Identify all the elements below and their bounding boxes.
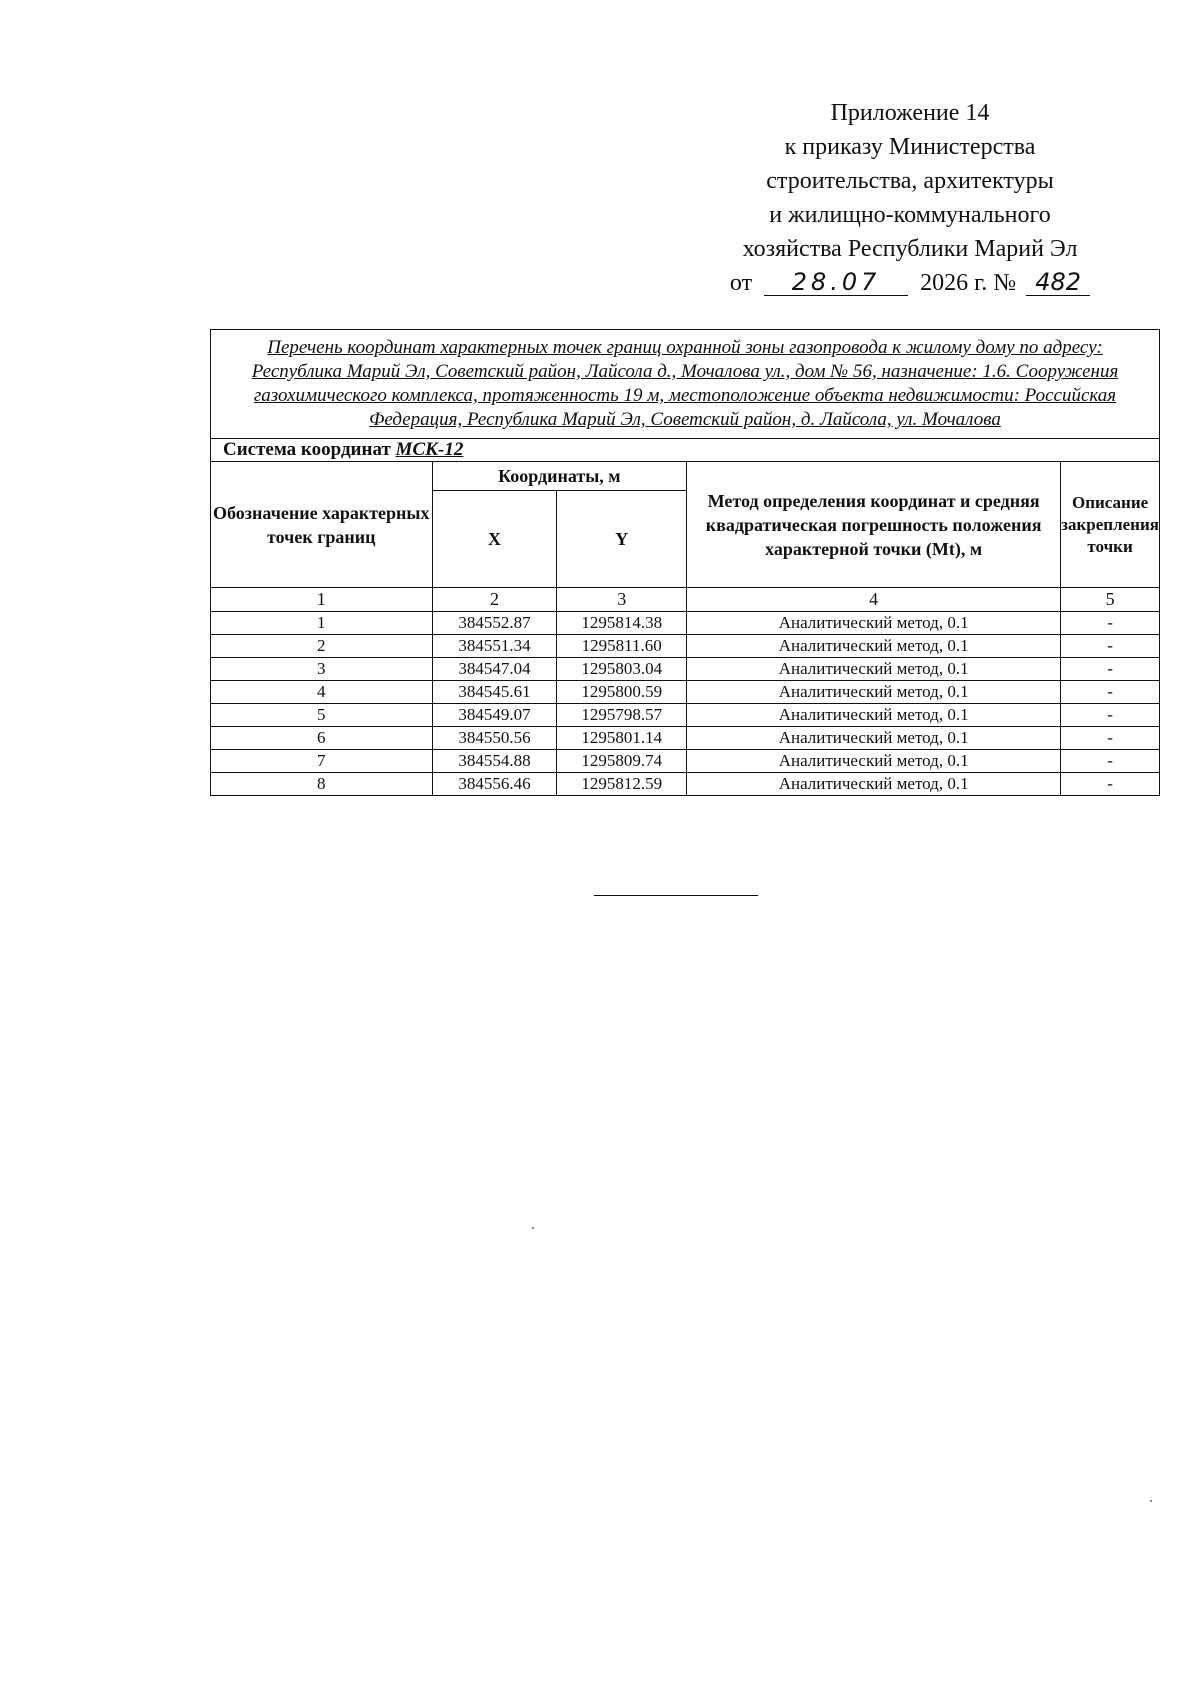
- date-prefix: от: [729, 270, 753, 296]
- table-row: [211, 612, 1160, 635]
- handwritten-date: 28.07: [764, 269, 908, 296]
- cell-x: 384550.56: [432, 727, 557, 750]
- cell-description: -: [1061, 750, 1160, 773]
- cell-point: 4: [211, 681, 433, 704]
- cell-point: 8: [211, 773, 433, 796]
- table-row: [211, 727, 1160, 750]
- cell-x: 384554.88: [432, 750, 557, 773]
- header-row-1: [211, 462, 1160, 491]
- cell-point: 5: [211, 704, 433, 727]
- header-coordinates: Координаты, м: [432, 462, 687, 491]
- table-row: [211, 704, 1160, 727]
- header-x: X: [432, 491, 557, 588]
- header-description: Описание закрепления точки: [1061, 462, 1160, 588]
- cell-description: -: [1061, 635, 1160, 658]
- cell-description: -: [1061, 658, 1160, 681]
- cell-y: 1295812.59: [557, 773, 687, 796]
- header-point: Обозначение характерных точек границ: [211, 462, 433, 588]
- appendix-header: [700, 96, 1120, 300]
- cell-method: Аналитический метод, 0.1: [687, 658, 1061, 681]
- cell-point: 7: [211, 750, 433, 773]
- column-number-row: [211, 588, 1160, 612]
- table-row: [211, 773, 1160, 796]
- scan-speck: [1150, 1500, 1152, 1502]
- cell-method: Аналитический метод, 0.1: [687, 750, 1061, 773]
- appendix-title: Приложение 14: [830, 100, 990, 126]
- table-title-row: [211, 330, 1160, 439]
- cell-point: 6: [211, 727, 433, 750]
- appendix-order-line: к приказу Министерства: [784, 134, 1036, 160]
- coordinates-table: [210, 329, 1160, 796]
- cell-point: 1: [211, 612, 433, 635]
- cell-method: Аналитический метод, 0.1: [687, 704, 1061, 727]
- column-number: 4: [687, 588, 1061, 612]
- appendix-ministry-line-3: хозяйства Республики Марий Эл: [742, 236, 1078, 262]
- cell-y: 1295814.38: [557, 612, 687, 635]
- cell-x: 384547.04: [432, 658, 557, 681]
- coordinate-system: [211, 439, 1160, 462]
- table-row: [211, 658, 1160, 681]
- column-number: 1: [211, 588, 433, 612]
- cell-point: 2: [211, 635, 433, 658]
- cell-method: Аналитический метод, 0.1: [687, 681, 1061, 704]
- cell-point: 3: [211, 658, 433, 681]
- cell-method: Аналитический метод, 0.1: [687, 612, 1061, 635]
- header-method: Метод определения координат и средняя квадратическая погрешность положения характерной точки (Mt), м: [687, 462, 1061, 588]
- table-row: [211, 635, 1160, 658]
- cell-y: 1295811.60: [557, 635, 687, 658]
- cell-y: 1295803.04: [557, 658, 687, 681]
- cell-x: 384549.07: [432, 704, 557, 727]
- cell-description: -: [1061, 727, 1160, 750]
- coordinate-system-label: Система координат: [223, 439, 391, 460]
- cell-x: 384551.34: [432, 635, 557, 658]
- cell-description: -: [1061, 612, 1160, 635]
- year-text: 2026 г. №: [920, 270, 1017, 296]
- cell-y: 1295800.59: [557, 681, 687, 704]
- handwritten-order-number: 482: [1026, 269, 1090, 296]
- cell-y: 1295801.14: [557, 727, 687, 750]
- cell-method: Аналитический метод, 0.1: [687, 635, 1061, 658]
- cell-description: -: [1061, 704, 1160, 727]
- table-title: Перечень координат характерных точек границ охранной зоны газопровода к жилому дому по адресу: Республика Марий Эл, Советский район, Лайсола д., Мочалова ул., дом № 56, назначение: 1.6. Сооружения газохимического комплекса, протяженность 19 м, местоположение объекта недвижимости: Российская Федерация, Республика Марий Эл, Советский район, д. Лайсола, ул. Мочалова: [211, 330, 1160, 439]
- cell-x: 384552.87: [432, 612, 557, 635]
- cell-method: Аналитический метод, 0.1: [687, 773, 1061, 796]
- cell-y: 1295798.57: [557, 704, 687, 727]
- closing-separator-line: [594, 895, 758, 896]
- coordinate-system-row: [211, 439, 1160, 462]
- appendix-ministry-line-2: и жилищно-коммунального: [769, 202, 1051, 228]
- cell-method: Аналитический метод, 0.1: [687, 727, 1061, 750]
- column-number: 2: [432, 588, 557, 612]
- column-number: 3: [557, 588, 687, 612]
- table-row: [211, 750, 1160, 773]
- cell-x: 384556.46: [432, 773, 557, 796]
- cell-y: 1295809.74: [557, 750, 687, 773]
- cell-description: -: [1061, 773, 1160, 796]
- scan-speck: [532, 1227, 534, 1229]
- coordinate-system-name: МСК-12: [395, 439, 464, 460]
- table-row: [211, 681, 1160, 704]
- cell-x: 384545.61: [432, 681, 557, 704]
- appendix-date-line: [700, 266, 1120, 300]
- appendix-ministry-line-1: строительства, архитектуры: [766, 168, 1054, 194]
- column-number: 5: [1061, 588, 1160, 612]
- header-y: Y: [557, 491, 687, 588]
- cell-description: -: [1061, 681, 1160, 704]
